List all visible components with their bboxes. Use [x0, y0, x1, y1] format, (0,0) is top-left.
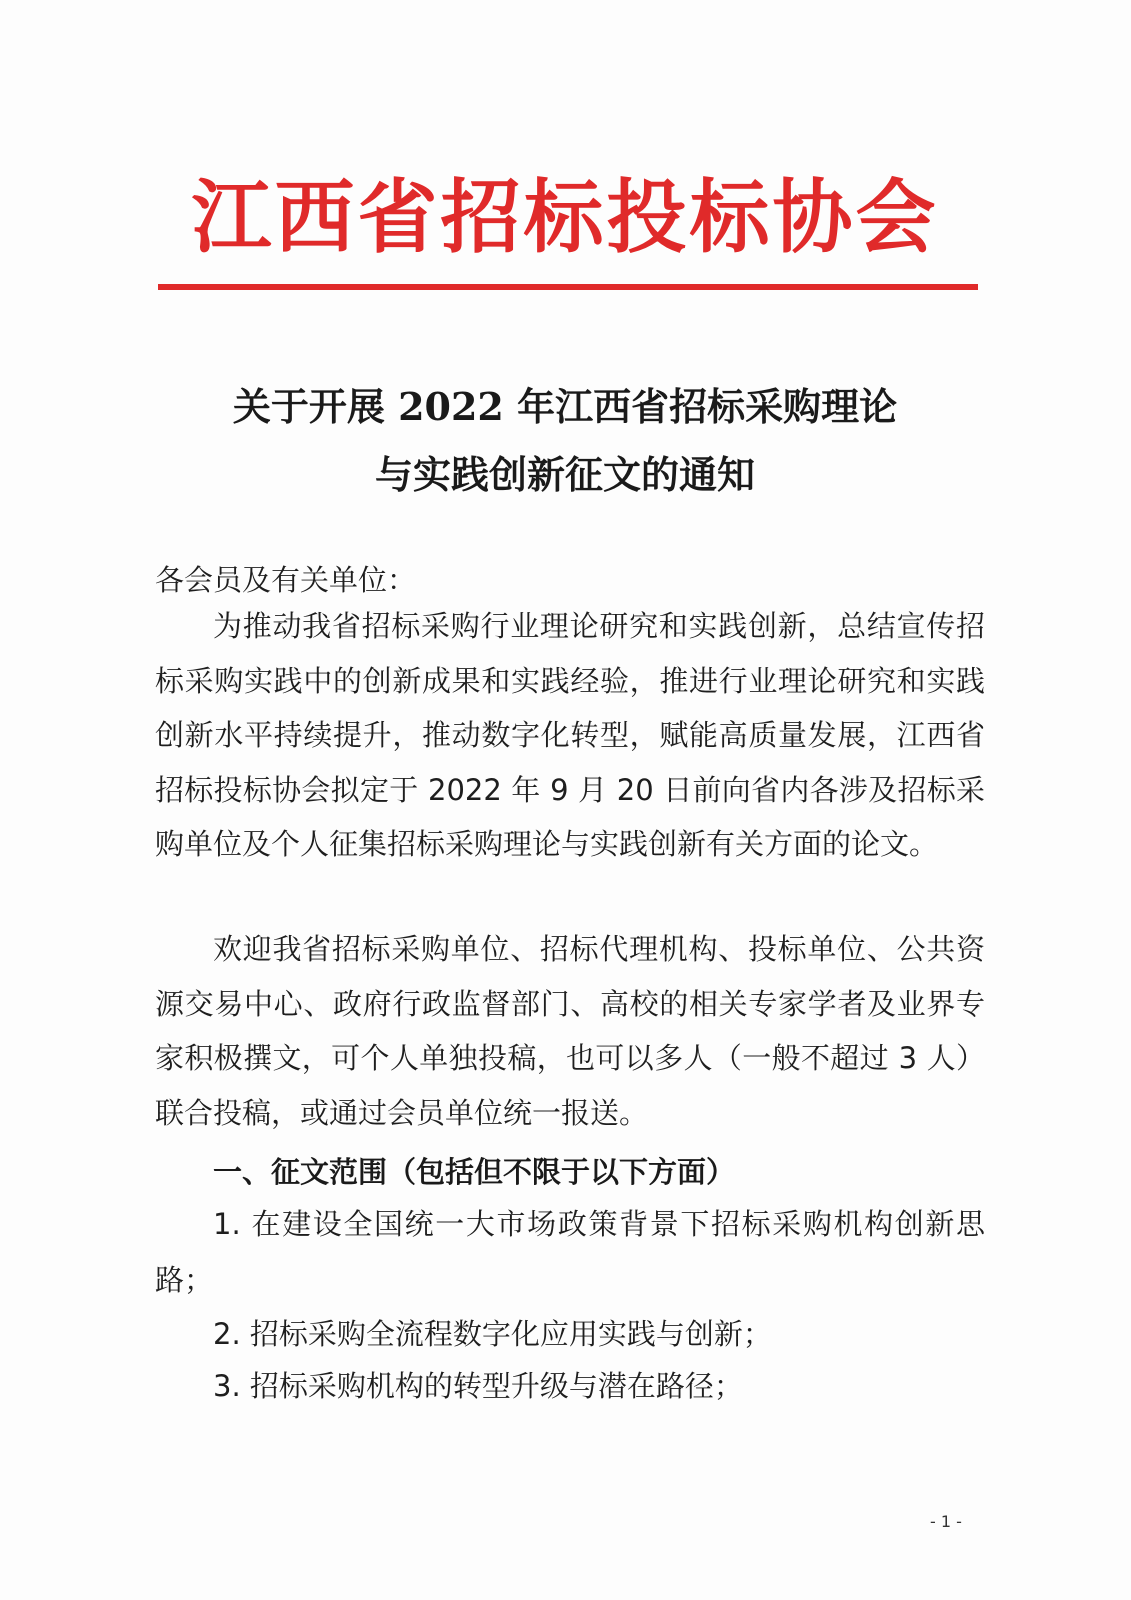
letterhead-red-rule [158, 284, 978, 290]
salutation: 各会员及有关单位： [155, 563, 417, 597]
page-number: - 1 - [930, 1512, 962, 1531]
notice-title-line-1: 关于开展 2022 年江西省招标采购理论 [232, 384, 898, 429]
scope-item-3: 3. 招标采购机构的转型升级与潜在路径； [213, 1369, 743, 1403]
paragraph-purpose: 为推动我省招标采购行业理论研究和实践创新，总结宣传招标采购实践中的创新成果和实践经验，推进行业理论研究和实践创新水平持续提升，推动数字化转型，赋能高质量发展，江西省招标投标协会拟定于 2022 年 9 月 20 日前向省内各涉及招标采购单位及个人征集招标采购理论与实践创新有关方面的论文。 [155, 609, 985, 861]
section-heading-scope: 一、征文范围（包括但不限于以下方面） [213, 1155, 736, 1189]
letterhead-org-name: 江西省招标投标协会 [191, 171, 939, 264]
scope-item-2: 2. 招标采购全流程数字化应用实践与创新； [213, 1317, 772, 1351]
scope-item-1: 1. 在建设全国统一大市场政策背景下招标采购机构创新思路； [155, 1207, 985, 1297]
notice-title-line-2: 与实践创新征文的通知 [374, 452, 755, 497]
paragraph-invitation: 欢迎我省招标采购单位、招标代理机构、投标单位、公共资源交易中心、政府行政监督部门、高校的相关专家学者及业界专家积极撰文，可个人单独投稿，也可以多人（一般不超过 3 人）联合投稿，或通过会员单位统一报送。 [155, 932, 985, 1130]
